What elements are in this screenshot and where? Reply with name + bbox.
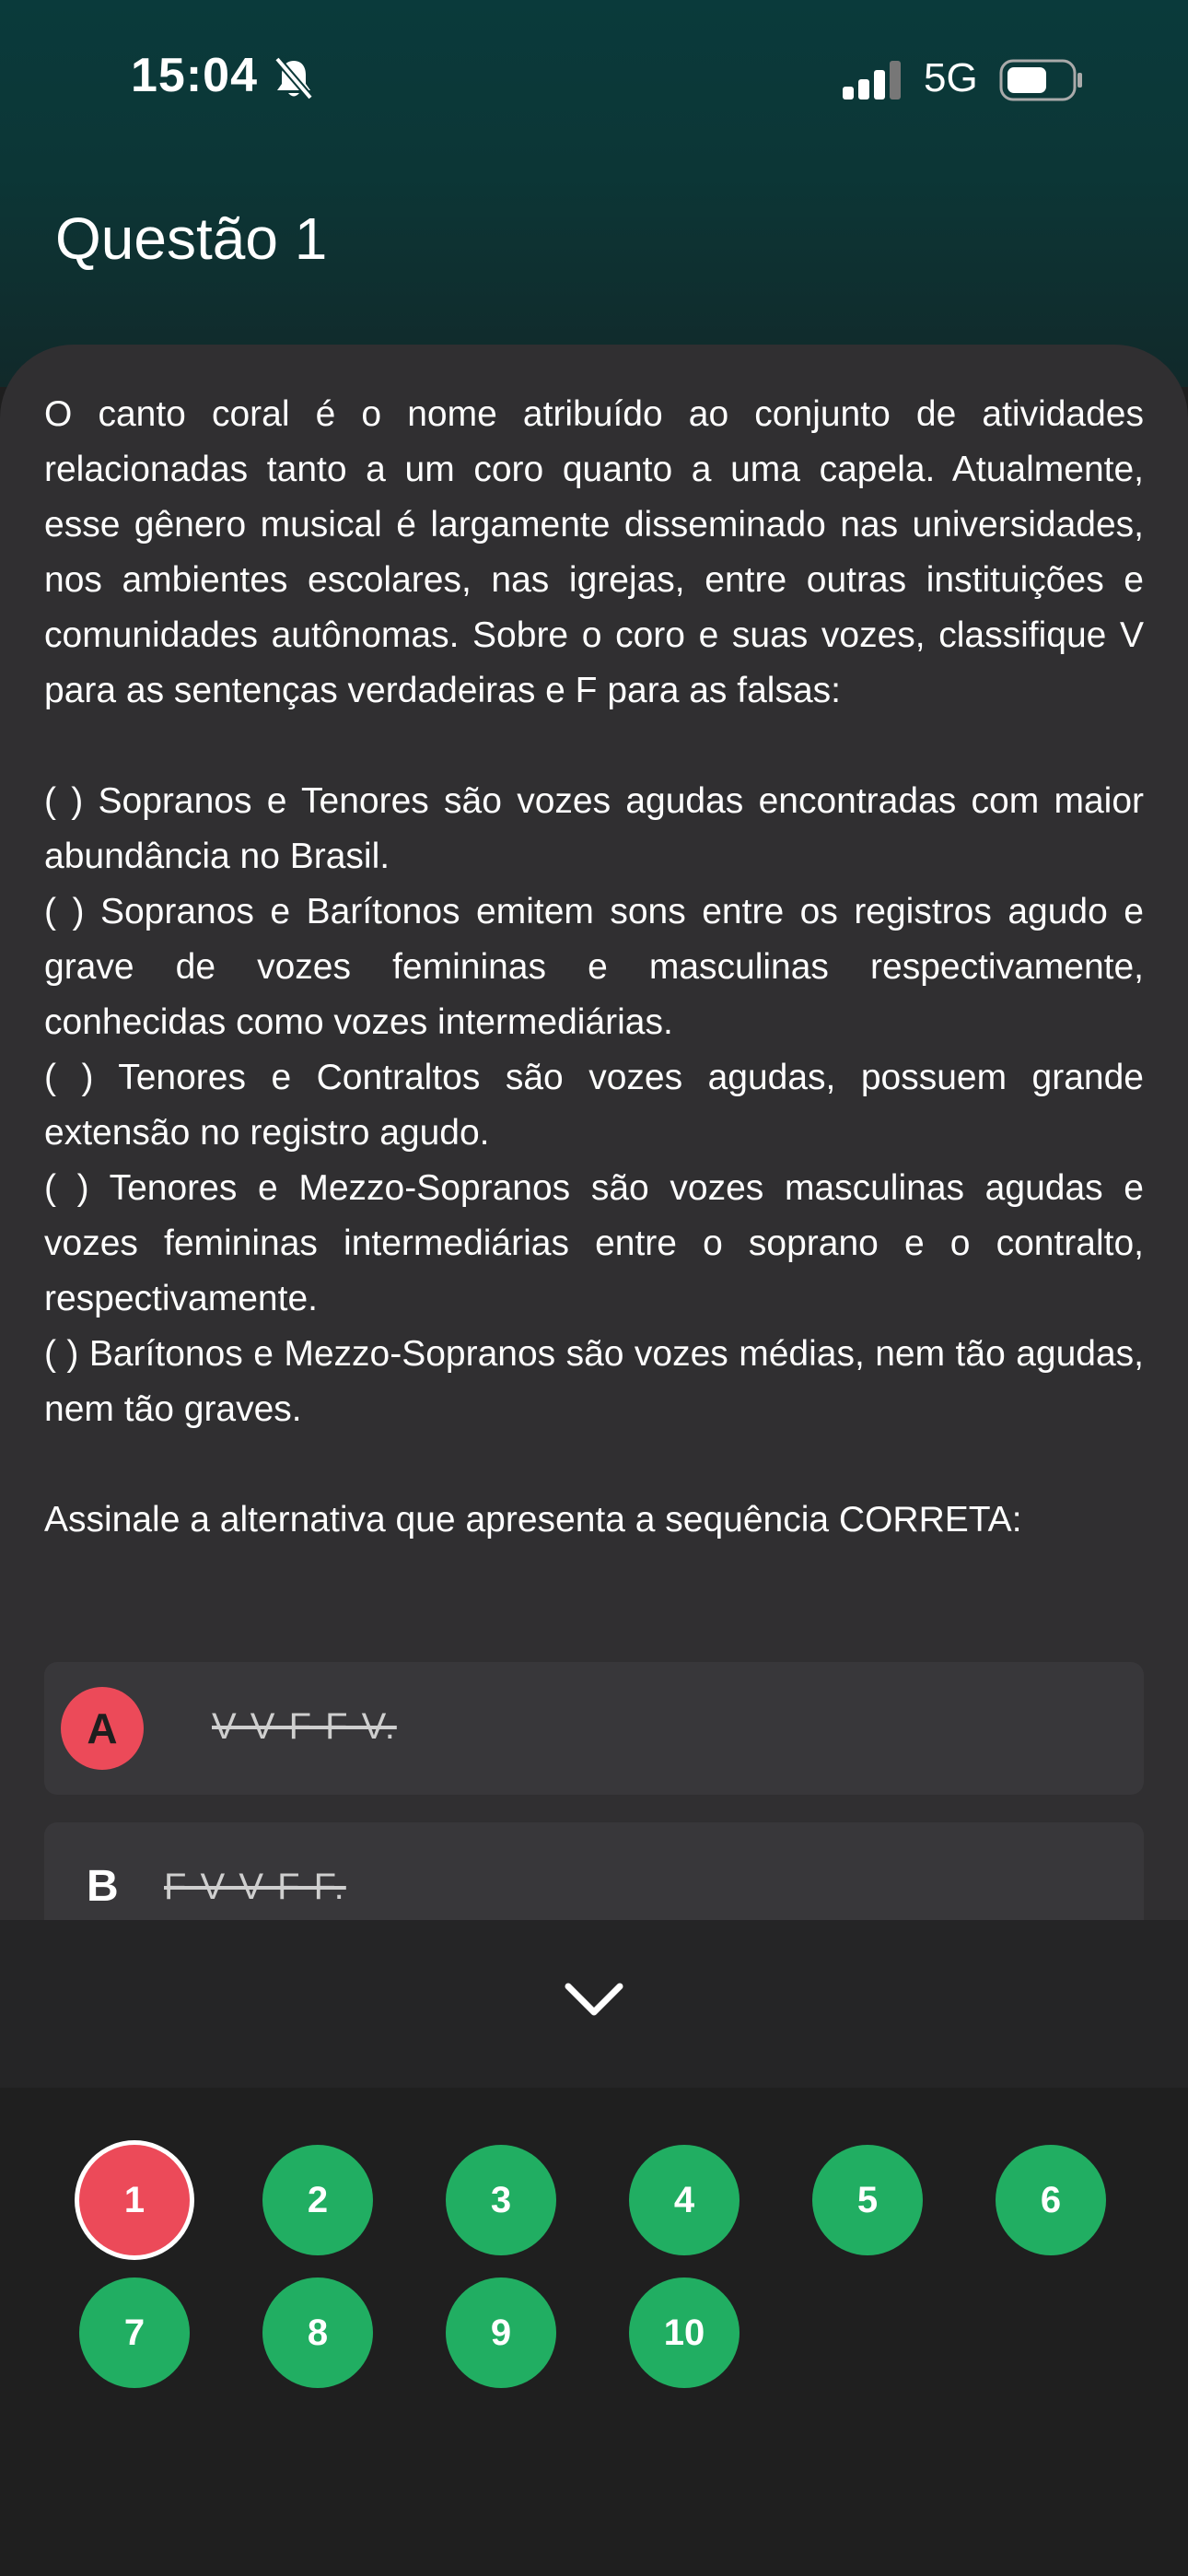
statement: ( ) Sopranos e Barítonos emitem sons entre os registros agudo e grave de vozes femininas e masculinas respectivamente, conhecidas como vozes intermediárias. (44, 892, 1144, 1042)
status-time: 15:04 (131, 49, 258, 102)
question-number-1[interactable]: 1 (79, 2145, 190, 2255)
question-number-3[interactable]: 3 (446, 2145, 556, 2255)
statement: ( ) Tenores e Contraltos são vozes agudas, possuem grande extensão no registro agudo. (44, 1058, 1144, 1153)
header (0, 0, 1188, 387)
statement: ( ) Barítonos e Mezzo-Sopranos são vozes médias, nem tão agudas, nem tão graves. (44, 1334, 1144, 1429)
option-a-badge: A (61, 1687, 144, 1770)
question-intro: O canto coral é o nome atribuído ao conjunto de atividades relacionadas tanto a um coro quanto a uma capela. Atualmente, esse gênero musical é largamente disseminado nas universidades, nos ambientes escolares, nas igrejas, entre outras instituições e comunidades autônomas. Sobre o coro e suas vozes, classifique V para as sentenças verdadeiras e F para as falsas: (44, 394, 1144, 710)
question-number-7[interactable]: 7 (79, 2277, 190, 2388)
option-b-text: F V V F F. (164, 1867, 346, 1907)
question-number-6[interactable]: 6 (996, 2145, 1106, 2255)
question-number-10[interactable]: 10 (629, 2277, 740, 2388)
question-navigator-panel (0, 1920, 1188, 2576)
network-type: 5G (924, 55, 978, 100)
page-title: Questão 1 (55, 205, 328, 272)
option-a-text: V V F F V. (212, 1706, 397, 1747)
question-number-5[interactable]: 5 (812, 2145, 923, 2255)
question-number-grid (0, 1920, 1188, 2576)
question-number-4[interactable]: 4 (629, 2145, 740, 2255)
question-number-9[interactable]: 9 (446, 2277, 556, 2388)
option-b[interactable] (44, 1822, 1144, 1920)
battery-icon (999, 59, 1084, 101)
statement: ( ) Tenores e Mezzo-Sopranos são vozes masculinas agudas e vozes femininas intermediárias entre o soprano e o contralto, respectivamente. (44, 1168, 1144, 1318)
bell-slash-icon (273, 55, 315, 101)
statement: ( ) Sopranos e Tenores são vozes agudas encontradas com maior abundância no Brasil. (44, 781, 1144, 876)
question-number-8[interactable]: 8 (262, 2277, 373, 2388)
signal-icon (843, 61, 902, 100)
question-number-2[interactable]: 2 (262, 2145, 373, 2255)
question-card (0, 345, 1188, 1920)
option-a[interactable] (44, 1662, 1144, 1795)
question-text (44, 387, 1144, 1548)
question-prompt: Assinale a alternativa que apresenta a sequência CORRETA: (44, 1500, 1022, 1540)
status-bar (0, 0, 1188, 166)
option-b-letter: B (87, 1862, 119, 1911)
